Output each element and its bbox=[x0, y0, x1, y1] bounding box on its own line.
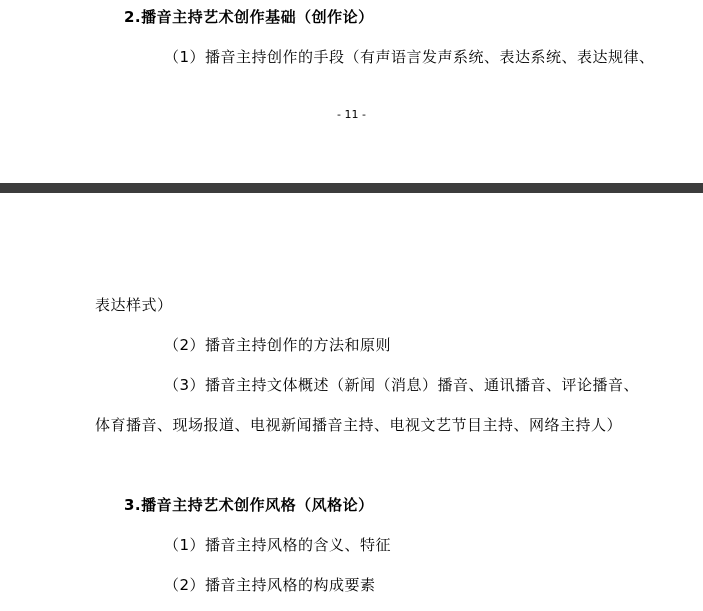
list-item-methods-principles: （2）播音主持创作的方法和原则 bbox=[164, 336, 392, 354]
page-number: - 11 - bbox=[337, 108, 366, 121]
document-page-12 bbox=[0, 193, 703, 611]
section-heading-creation-style: 3.播音主持艺术创作风格（风格论） bbox=[124, 496, 374, 514]
section-heading-creation-basics: 2.播音主持艺术创作基础（创作论） bbox=[124, 8, 374, 26]
list-item-continuation: 表达样式） bbox=[95, 296, 173, 314]
list-item-style-elements: （2）播音主持风格的构成要素 bbox=[164, 576, 376, 594]
list-item-creation-means: （1）播音主持创作的手段（有声语言发声系统、表达系统、表达规律、 bbox=[164, 48, 655, 66]
document-page-11 bbox=[0, 0, 703, 183]
list-item-genre-overview-continuation: 体育播音、现场报道、电视新闻播音主持、电视文艺节目主持、网络主持人） bbox=[95, 416, 623, 434]
page-separator bbox=[0, 183, 703, 193]
list-item-style-meaning: （1）播音主持风格的含义、特征 bbox=[164, 536, 392, 554]
list-item-genre-overview: （3）播音主持文体概述（新闻（消息）播音、通讯播音、评论播音、 bbox=[164, 376, 640, 394]
